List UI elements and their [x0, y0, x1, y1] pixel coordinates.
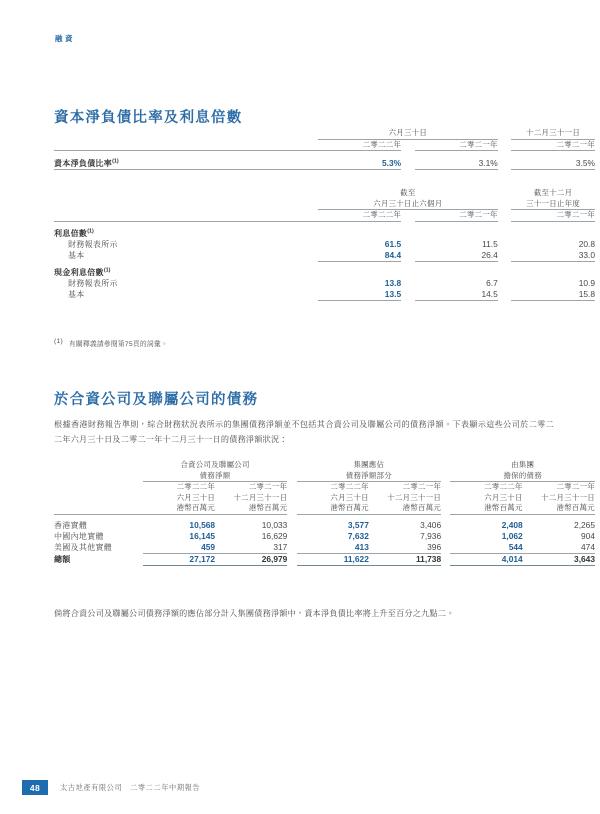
cell-value: 544	[450, 542, 522, 554]
section-heading-jv-debt: 於合資公司及聯屬公司的債務	[54, 392, 259, 409]
running-head: 融資	[55, 34, 75, 43]
cell-value: 3,406	[420, 519, 442, 530]
page-number-badge: 48	[22, 780, 48, 795]
cell-value: 14.5	[415, 289, 498, 301]
row-label-per-financial-statements: 財務報表所示	[68, 278, 118, 288]
table-row	[54, 542, 595, 554]
cell-value: 1,062	[501, 530, 523, 541]
table-subheader-row	[54, 482, 595, 515]
cell-total: 27,172	[143, 553, 215, 565]
subheader-col-6: 二零二一年 十二月三十一日 港幣百萬元	[523, 482, 595, 515]
footnote	[54, 338, 168, 348]
footer-company-text: 太古地產有限公司 二零二二年中期報告	[60, 783, 201, 792]
cell-value: 20.8	[578, 238, 595, 249]
table-group-label-interest-cover	[54, 228, 595, 239]
header-group-group-share: 集團應佔 債務淨額部分	[297, 460, 442, 482]
cell-value: 459	[143, 542, 215, 554]
footnote-ref: (1)	[112, 158, 119, 165]
cell-value: 13.5	[318, 289, 401, 301]
cell-value: 904	[581, 530, 595, 541]
header-year-2021-dec: 二零二一年	[511, 139, 595, 151]
cell-value: 10,033	[261, 519, 288, 530]
cell-value: 396	[369, 542, 441, 554]
table-gearing-and-interest-cover	[54, 128, 595, 301]
header2-year-2021-h1: 二零二一年	[415, 210, 498, 222]
table-row	[54, 239, 595, 250]
header-group-guaranteed: 由集團 擔保的債務	[450, 460, 595, 482]
page-footer	[0, 754, 600, 814]
paragraph-closing: 倘將合資公司及聯屬公司債務淨額的應佔部分計入集團債務淨額中，資本淨負債比率將上升至百分之九點二。	[54, 609, 455, 619]
header-year-2021-jun: 二零二一年	[415, 139, 498, 151]
cell-value: 3,577	[347, 519, 369, 530]
subheader-col-3: 二零二二年 六月三十日 港幣百萬元	[297, 482, 369, 515]
subheader-col-1: 二零二二年 六月三十日 港幣百萬元	[143, 482, 215, 515]
subheader-col-5: 二零二二年 六月三十日 港幣百萬元	[450, 482, 522, 515]
row-label-total: 總額	[54, 555, 71, 564]
table-header-group-row	[54, 128, 595, 139]
subheader-col-4: 二零二一年 十二月三十一日 港幣百萬元	[369, 482, 441, 515]
header-group-june: 六月三十日	[318, 128, 498, 139]
row-label-gearing-ratio: 資本淨負債比率$^{(1)}$	[54, 158, 318, 170]
cell-value: 16,629	[261, 530, 288, 541]
header-year-2022: 二零二二年	[318, 139, 401, 151]
group-label-interest-cover: 利息倍數$^{(1)}$	[54, 227, 94, 238]
cell-value: 7,936	[420, 530, 442, 541]
cell-value: 2,265	[574, 519, 595, 530]
table-header-group-row	[54, 460, 595, 482]
cell-value: 15.8	[511, 289, 595, 301]
cell-value: 6.7	[486, 277, 498, 288]
table-row-gearing-ratio	[54, 158, 595, 170]
footnote-ref: (1)	[103, 266, 111, 273]
paragraph-intro: 根據香港財務報告準則，綜合財務狀況表所示的集團債務淨額並不包括其合資公司及聯屬公司的債務淨額。下表顯示這些公司於二零二二年六月三十日及二零二一年十二月三十一日的債務淨額狀況：	[54, 420, 554, 445]
cell-value: 16,145	[189, 530, 216, 541]
cell-value: 10,568	[189, 519, 216, 530]
footnote-ref: (1)	[87, 227, 94, 234]
cell-gearing-2021-jun: 3.1%	[415, 158, 498, 170]
header2-year-2022: 二零二二年	[318, 210, 401, 222]
cell-gearing-2022: 5.3%	[318, 158, 401, 170]
cell-total: 11,622	[297, 553, 369, 565]
cell-value: 11.5	[482, 238, 498, 249]
row-label-underlying: 基本	[68, 251, 85, 260]
table-header-year-row	[54, 139, 595, 151]
table-jv-associate-debt	[54, 460, 595, 566]
footnote-text: 有關釋義請參閱第75頁的詞彙。	[68, 341, 168, 348]
table-row	[54, 289, 595, 301]
cell-value: 84.4	[318, 250, 401, 262]
header-group-full-year: 截至十二月 三十一日止年度	[511, 188, 595, 210]
header2-year-2021-fy: 二零二一年	[511, 210, 595, 222]
cell-total: 4,014	[450, 553, 522, 565]
subheader-col-2: 二零二一年 十二月三十一日 港幣百萬元	[215, 482, 287, 515]
table-group-label-cash-interest-cover	[54, 267, 595, 278]
header-group-december: 十二月三十一日	[511, 128, 595, 139]
header-group-jv-net-debt: 合資公司及聯屬公司 債務淨額	[143, 460, 288, 482]
cell-value: 413	[297, 542, 369, 554]
row-label-per-financial-statements: 財務報表所示	[68, 239, 118, 249]
row-label-underlying: 基本	[68, 290, 85, 299]
table-row	[54, 278, 595, 289]
cell-value: 474	[523, 542, 595, 554]
cell-total: 26,979	[215, 553, 287, 565]
table-header-group-row-2	[54, 188, 595, 210]
header-group-six-months: 截至 六月三十日止六個月	[318, 188, 498, 210]
cell-value: 33.0	[511, 250, 595, 262]
table-row-total	[54, 553, 595, 565]
row-label-usa-and-others: 美國及其他實體	[54, 543, 113, 552]
footnote-marker: (1)	[54, 338, 63, 345]
table-row	[54, 520, 595, 531]
cell-value: 7,632	[347, 530, 369, 541]
section-heading-gearing: 資本淨負債比率及利息倍數	[54, 110, 243, 127]
row-label-mainland-china: 中國內地實體	[54, 531, 104, 541]
cell-value: 10.9	[578, 277, 595, 288]
cell-value: 13.8	[384, 277, 402, 288]
group-label-cash-interest-cover: 現金利息倍數$^{(1)}$	[54, 266, 111, 277]
cell-value: 317	[215, 542, 287, 554]
cell-value: 2,408	[501, 519, 523, 530]
table-header-year-row-2	[54, 210, 595, 222]
cell-value: 61.5	[384, 238, 402, 249]
table-row	[54, 250, 595, 262]
cell-total: 3,643	[523, 553, 595, 565]
cell-total: 11,738	[369, 553, 441, 565]
cell-value: 26.4	[415, 250, 498, 262]
table-row	[54, 531, 595, 542]
cell-gearing-2021-dec: 3.5%	[511, 158, 595, 170]
row-label-hong-kong: 香港實體	[54, 520, 88, 530]
